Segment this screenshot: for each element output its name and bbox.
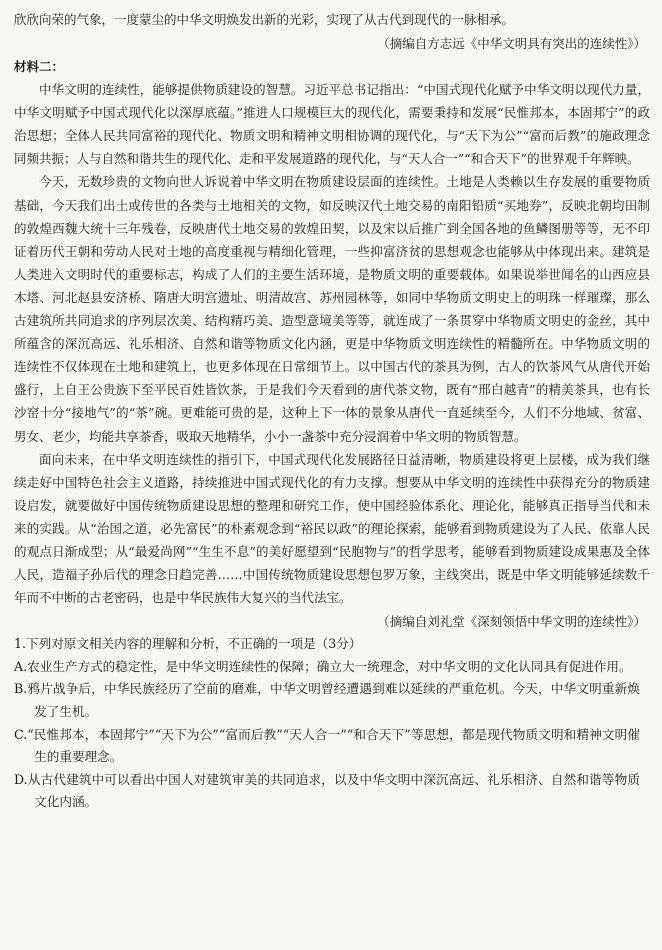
question-block: [14, 633, 650, 814]
passage-tail: 欣欣向荣的气象，一度蒙尘的中华文明焕发出新的光彩，实现了从古代到现代的一脉相承。: [14, 12, 515, 27]
option-d: D.从古代建筑中可以看出中国人对建筑审美的共同追求，以及中华文明中深沉高远、礼乐相济、自然和谐等物质文化内涵。: [14, 771, 640, 810]
paragraph: 面向未来，在中华文明连续性的指引下，中国式现代化发展路径日益清晰，物质建设将更上层楼，成为我们继续走好中国特色社会主义道路，持续推进中国式现代化的有力支撑。想要从中华文明的连续性中获得充分的物质建设启发，就要做好中国传统物质建设思想的整理和研究工作，使中国经验体系化、理论化，能够真正指导当代和未来的实践。从“治国之道，必先富民”的朴素观念到“裕民以政”的理论探索，能够看到物质建设为了人民、依靠人民的观点日渐成型；从“最爱尚网”“生生不息”的美好愿望到“民胞物与”的哲学思考，能够看到物质建设成果惠及全体人民，造福子孙后代的理念日趋完善……中国传统物质建设思想包罗万象，主线突出，既是中华文明能够延续数千年而不中断的古老密码，也是中华民族伟大复兴的当代法宝。: [14, 451, 650, 606]
source-citation-1: （摘编自方志远《中华文明具有突出的连续性》）: [377, 36, 646, 52]
option-c: C.“民惟邦本，本固邦宁”“天下为公”“富而后教”“天人合一”“和合天下”等思想，都是现代物质文明和精神文明催生的重要理念。: [14, 726, 640, 765]
option-a: A.农业生产方式的稳定性，是中华文明连续性的保障；确立大一统理念，对中华文明的文化认同具有促进作用。: [14, 658, 632, 674]
source-citation-2: （摘编自刘礼堂《深刻领悟中华文明的连续性》）: [377, 614, 646, 630]
material-two-heading: 材料二：: [14, 59, 65, 75]
paragraph: 中华文明的连续性，能够提供物质建设的智慧。习近平总书记指出：“中国式现代化赋予中华文明以现代力量，中华文明赋予中国式现代化以深厚底蕴。”推进人口规模巨大的现代化，需要秉持和发展“民惟邦本，本固邦宁”的政治思想；全体人民共同富裕的现代化、物质文明和精神文明相协调的现代化，与“天下为公”“富而后教”的施政理念同频共振；人与自然和谐共生的现代化、走和平发展道路的现代化，与“天人合一”“和合天下”的世界观千年辉映。: [14, 82, 650, 167]
question-stem: 1.下列对原文相关内容的理解和分析，不正确的一项是（3分）: [14, 636, 362, 652]
option-b: B.鸦片战争后，中华民族经历了空前的磨难，中华文明曾经遭遇到难以延续的严重危机。今天，中华文明重新焕发了生机。: [14, 681, 640, 720]
paragraph: 今天，无数珍贵的文物向世人诉说着中华文明在物质建设层面的连续性。土地是人类赖以生存发展的重要物质基础，今天我们出土或传世的各类与土地相关的文物，如反映汉代土地交易的南阳铅质“买地券”，反映北朝均田制的敦煌西魏大统十三年残卷，反映唐代土地交易的敦煌田契，以及宋以后推广到全国各地的鱼鳞图册等等，无不印证着历代王朝和劳动人民对土地的高度重视与精细化管理，一些抑富济贫的思想观念也能够从中体现出来。建筑是人类进入文明时代的重要标志，构成了人们的主要生活环境，是物质文明的重要载体。如果说举世闻名的山西应县木塔、河北赵县安济桥、隋唐大明宫遗址、明清故宫、苏州园林等，如同中华物质文明史上的明珠一样璀璨，那么古建筑所共同追求的序列层次美、结构精巧美、造型意境美等等，就连成了一条贯穿中华物质文明史的金丝，其中所蕴含的深沉高远、礼乐相济、自然和谐等物质文化内涵，更是中华物质文明连续性的精髓所在。中华物质文明的连续性不仅体现在土地和建筑上，也更多体现在日常细节上。以中国古代的茶具为例，古人的饮茶风气从唐代开始盛行，上自王公贵族下至平民百姓皆饮茶，于是我们今天看到的唐代茶文物，既有“邢白越青”的精美茶具，也有长沙窑十分“接地气”的“茶”碗。更难能可贵的是，这种上下一体的景象从唐代一直延续至今，人们不分地域、贫富、男女、老少，均能共享茶香，吸取天地精华，小小一盏茶中充分浸润着中华文明的物质智慧。: [14, 174, 650, 444]
